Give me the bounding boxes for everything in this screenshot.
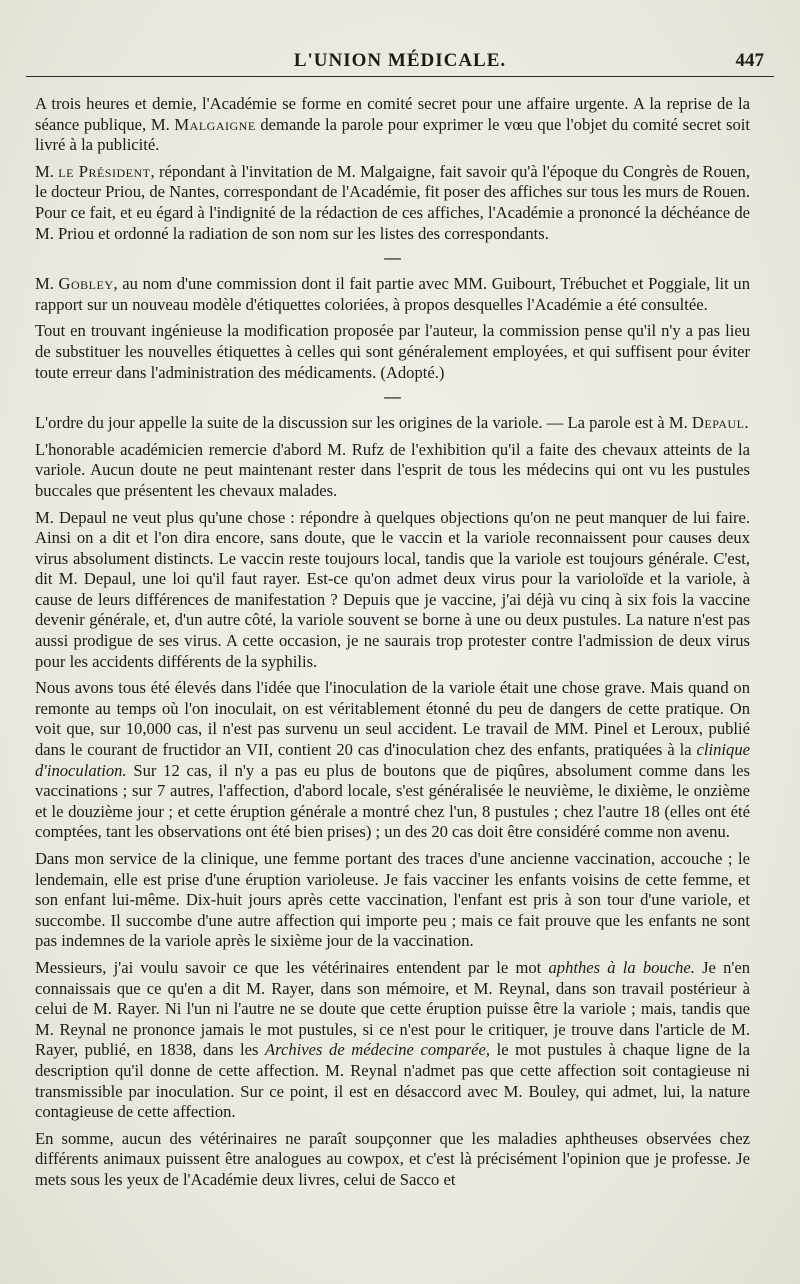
paragraph-4: Tout en trouvant ingénieuse la modification proposée par l'auteur, la commission pense qu'il n'y a pas lieu de substituer les nouvelles étiquettes à celles qui sont généralement employées, et qui suffisent pour éviter toute erreur dans l'administration des médicaments. (Adopté.) xyxy=(35,321,750,382)
paragraph-9: Dans mon service de la clinique, une femme portant des traces d'une ancienne vaccination, accouche ; le lendemain, elle est prise d'une éruption varioleuse. Je fais vacciner les enfants voisins de cette femme, et son enfant lui-même. Dix-huit jours après cette vaccination, l'enfant est pris à son tour d'une variole, et succombe. Il succombe d'une autre affection qui importe peu ; mais ce fait prouve que les enfants ne sont pas indemnes de la variole après le sixième jour de la vaccination. xyxy=(35,849,750,951)
italic-term: aphthes à la bouche. xyxy=(548,957,695,977)
paragraph-1 xyxy=(35,94,750,156)
paragraph-3-rest: , au nom d'une commission dont il fait partie avec MM. Guibourt, Trébuchet et Poggiale, lit un rapport sur un nouveau modèle d'étiquettes coloriées, à propos desquelles l'Académie a été consultée. xyxy=(35,274,750,314)
paragraph-6: L'honorable académicien remercie d'abord M. Rufz de l'exhibition qu'il a faite des chevaux atteints de la variole. Aucun doute ne peut maintenant rester dans l'esprit de tous les médecins qui ont vu les pustules buccales que présentent les chevaux malades. xyxy=(35,439,750,500)
paragraph-1-rest: demande la parole pour exprimer le vœu que l'objet du comité secret soit livré à la publicité. xyxy=(35,114,751,155)
paragraph-2 xyxy=(35,162,750,244)
running-title: L'UNION MÉDICALE. xyxy=(293,50,507,71)
speaker-name: Depaul. xyxy=(691,413,750,433)
paragraph-7: M. Depaul ne veut plus qu'une chose : répondre à quelques objections qu'on ne peut manquer de lui faire. Ainsi on a dit et l'on dira encore, sans doute, que le vaccin et la variole reconnaissent pour causes deux virus absolument distincts. Le vaccin reste toujours local, tandis que la variole est toujours générale. C'est, dit M. Depaul, une loi qu'il faut rayer. Est-ce qu'on admet deux virus pour la varioloïde et la variole, à cause de leurs différences de manifestation ? Depuis que je vaccine, j'ai déjà vu cinq à six fois la vaccine devenir générale, et, d'un autre côté, la variole souvent se borne à une ou deux pustules. La nature n'est pas aussi prodigue de ses virus. A cette occasion, je ne saurais trop protester contre l'admission de deux virus pour les accidents différents de la syphilis. xyxy=(35,507,750,671)
paragraph-8 xyxy=(35,678,750,843)
article-body xyxy=(35,94,750,1191)
paragraph-2-rest: , répondant à l'invitation de M. Malgaigne, fait savoir qu'à l'époque du Congrès de Rouen, le docteur Priou, de Nantes, correspondant de l'Académie, fit poser des affiches sur tous les murs de Rouen. Pour ce fait, et eu égard à l'indignité de la rédaction de ces affiches, l'Académie a prononcé la déchéance de M. Priou et ordonné la radiation de son nom sur les listes des correspondants. xyxy=(35,161,750,243)
paragraph-10-text: Messieurs, j'ai voulu savoir ce que les vétérinaires entendent par le mot xyxy=(35,957,542,977)
paragraph-5-text: L'ordre du jour appelle la suite de la discussion sur les origines de la variole. — La parole est à M. xyxy=(35,413,688,433)
italic-term: clinique d'inoculation. xyxy=(35,740,750,780)
paragraph-10-rest-2: le mot pustules à chaque ligne de la description qu'il donne de cette affection. M. Reynal n'admet pas que cette affection soit contagieuse ni transmissible par inoculation. Sur ce point, il est en désaccord avec M. Bouley, qui admet, lui, la nature contagieuse de cette affection. xyxy=(35,1040,750,1122)
paragraph-1-text: A trois heures et demie, l'Académie se forme en comité secret pour une affaire urgente. A la reprise de la séance publique, M. xyxy=(35,94,750,134)
speaker-name: le Président xyxy=(58,161,151,181)
section-separator: — xyxy=(384,248,401,268)
paragraph-8-rest: Sur 12 cas, il n'y a pas eu plus de boutons que de piqûres, absolument comme dans les vaccinations ; sur 7 autres, l'affection, d'abord locale, s'est généralisée le neuvième, le dixième, le onzième et le douzième jour ; et cette éruption générale a montré chez l'un, 8 pustules ; chez l'autre 18 (elles ont été comptées, tant les observations ont été bien prises) ; un des 20 cas doit être considéré comme non avenu. xyxy=(35,760,750,842)
paragraph-2-prefix: M. xyxy=(35,161,54,181)
paragraph-10 xyxy=(35,958,750,1123)
paragraph-3-prefix: M. xyxy=(35,274,54,294)
section-separator: — xyxy=(384,387,401,407)
speaker-name: Malgaigne xyxy=(174,114,256,134)
paragraph-10-rest: Je n'en connaissais que ce qu'en a dit M. Rayer, dans son mémoire, et M. Reynal, dans son travail postérieur à celui de M. Rayer. Ni l'un ni l'autre ne se doute que cette éruption puisse être la variole ; mais, tandis que M. Reynal ne prononce jamais le mot pustules, si ce n'est pour le critiquer, je trouve dans l'article de M. Rayer, publié, en 1838, dans les xyxy=(35,957,751,1060)
paragraph-3 xyxy=(35,274,750,315)
page-number: 447 xyxy=(735,50,764,71)
paragraph-5 xyxy=(35,413,750,434)
speaker-name: Gobley xyxy=(58,274,114,294)
running-header xyxy=(26,46,774,77)
paragraph-8-text: Nous avons tous été élevés dans l'idée que l'inoculation de la variole était une chose grave. Mais quand on remonte au temps où l'on inoculait, on est véritablement étonné du peu de dangers de cette pratique. On voit que, sur 10,000 cas, il n'est pas survenu un seul accident. Le travail de MM. Pinel et Leroux, publié dans le courant de fructidor an VII, contient 20 cas d'inoculation chez des enfants, pratiquées à la xyxy=(35,678,750,760)
paragraph-11: En somme, aucun des vétérinaires ne paraît soupçonner que les maladies aphtheuses observées chez différents animaux puissent être analogues au cowpox, et c'est là précisément l'opinion que je professe. Je mets sous les yeux de l'Académie deux livres, celui de Sacco et xyxy=(35,1128,750,1189)
journal-title: Archives de médecine comparée, xyxy=(265,1040,491,1060)
